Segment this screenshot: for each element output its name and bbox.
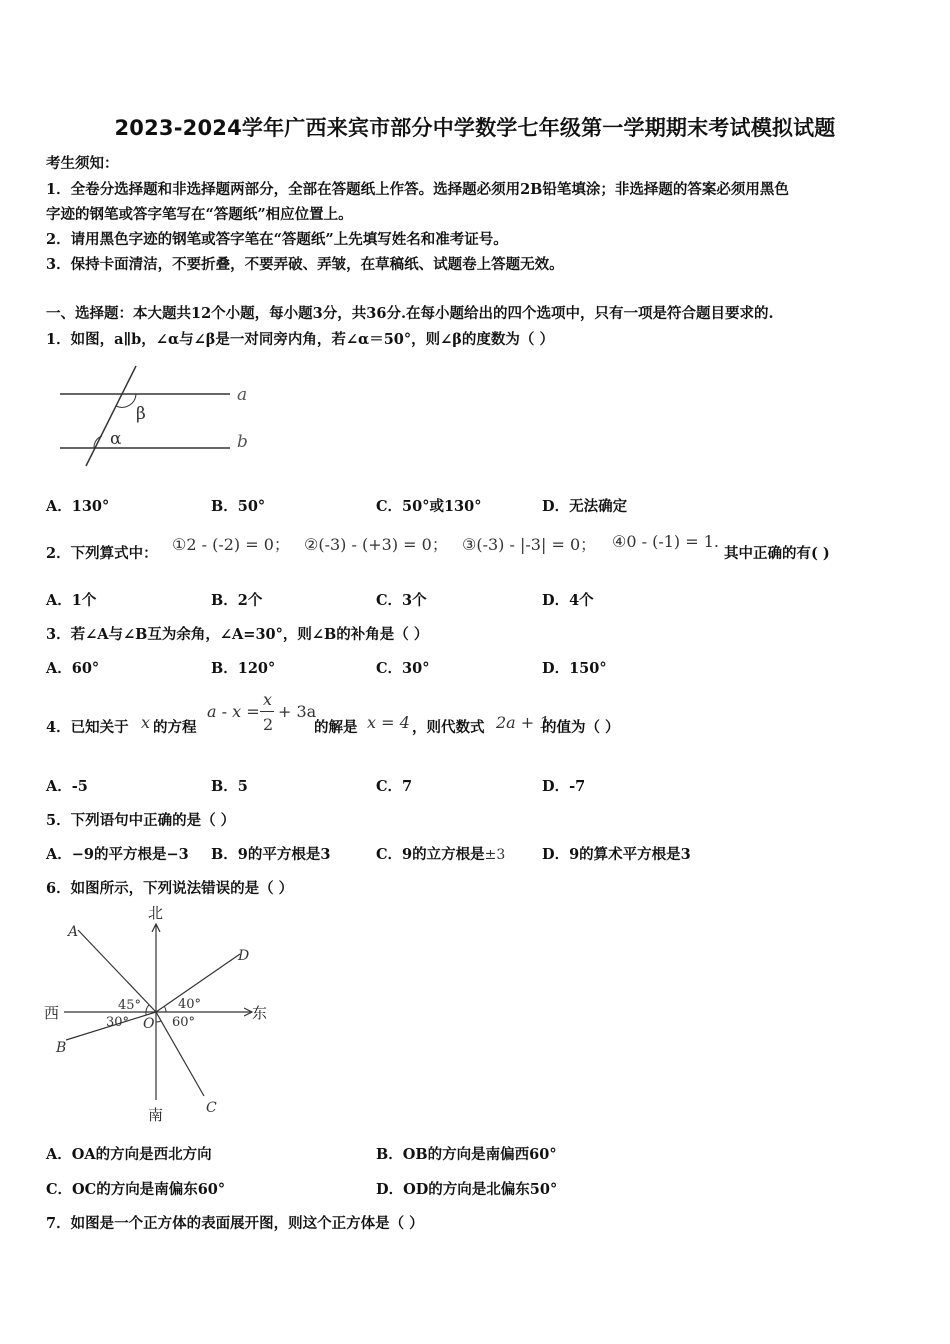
label-angle-40: 40° xyxy=(178,997,202,1012)
label-point-b: B xyxy=(56,1040,67,1056)
q3-option-c[interactable]: C．30° xyxy=(376,660,430,677)
q4-fraction-bar xyxy=(260,711,274,712)
label-beta: β xyxy=(136,404,146,424)
q1-option-b[interactable]: B．50° xyxy=(211,498,266,515)
q1-option-a[interactable]: A．130° xyxy=(46,498,110,515)
label-a: a xyxy=(237,385,248,405)
q4-text-1: 4．已知关于 xyxy=(46,719,129,736)
q5-stem: 5．下列语句中正确的是（ ） xyxy=(46,812,236,829)
q6-compass-figure xyxy=(40,902,280,1124)
q1-option-c[interactable]: C．50°或130° xyxy=(376,498,482,515)
q6-option-d[interactable]: D．OD的方向是北偏东50° xyxy=(376,1181,558,1198)
notice-item-1-line-1: 1．全卷分选择题和非选择题两部分，全部在答题纸上作答。选择题必须用2B铅笔填涂；非选择题的答案必须用黑色 xyxy=(46,181,789,198)
angle-60-arc xyxy=(156,1021,161,1022)
exam-title: 2023-2024学年广西来宾市部分中学数学七年级第一学期期末考试模拟试题 xyxy=(114,116,836,140)
q4-variable-x: x xyxy=(141,713,151,732)
label-b: b xyxy=(237,432,248,452)
q4-eq-numerator: x xyxy=(263,690,273,709)
label-alpha: α xyxy=(110,429,122,449)
label-south: 南 xyxy=(148,1106,164,1124)
label-point-a: A xyxy=(68,924,79,940)
ray-oa xyxy=(78,930,156,1012)
q4-option-d[interactable]: D．-7 xyxy=(542,778,586,795)
q4-option-a[interactable]: A．-5 xyxy=(46,778,88,795)
q4-option-b[interactable]: B．5 xyxy=(211,778,248,795)
q5-option-b[interactable]: B．9的平方根是3 xyxy=(211,846,331,863)
q5-option-a[interactable]: A．−9的平方根是−3 xyxy=(46,846,189,863)
q2-expression-1: ①2 - (-2) = 0； xyxy=(172,535,290,554)
label-angle-45: 45° xyxy=(118,998,142,1013)
q4-solution: x = 4 xyxy=(367,713,410,732)
notice-item-2: 2．请用黑色字迹的钢笔或答字笔在“答题纸”上先填写姓名和准考证号。 xyxy=(46,231,508,248)
q2-option-c[interactable]: C．3个 xyxy=(376,592,427,609)
q2-option-a[interactable]: A．1个 xyxy=(46,592,97,609)
q2-prefix: 2．下列算式中： xyxy=(46,545,158,562)
q5-option-c-text: C．9的立方根是 xyxy=(376,846,485,863)
q4-option-c[interactable]: C．7 xyxy=(376,778,413,795)
angle-40-arc xyxy=(164,1006,166,1012)
q2-option-d[interactable]: D．4个 xyxy=(542,592,594,609)
angle-45-arc xyxy=(146,1005,149,1012)
q6-option-c[interactable]: C．OC的方向是南偏东60° xyxy=(46,1181,226,1198)
label-north: 北 xyxy=(148,904,164,922)
q3-stem: 3．若∠A与∠B互为余角，∠A=30°，则∠B的补角是（ ） xyxy=(46,626,429,643)
q3-option-d[interactable]: D．150° xyxy=(542,660,607,677)
notice-heading: 考生须知： xyxy=(46,155,119,172)
q5-option-d[interactable]: D．9的算术平方根是3 xyxy=(542,846,691,863)
q4-text-4: ，则代数式 xyxy=(412,719,485,736)
q2-expression-4: ④0 - (-1) = 1. xyxy=(612,532,720,551)
q6-stem: 6．如图所示，下列说法错误的是（ ） xyxy=(46,880,294,897)
q2-suffix: 其中正确的有( ) xyxy=(724,545,830,562)
q3-option-b[interactable]: B．120° xyxy=(211,660,276,677)
q4-eq-denominator: 2 xyxy=(263,715,274,734)
q1-parallel-lines-figure xyxy=(50,362,270,474)
q2-option-b[interactable]: B．2个 xyxy=(211,592,263,609)
label-origin-o: O xyxy=(143,1016,155,1032)
label-point-c: C xyxy=(206,1100,217,1116)
q4-text-3: 的解是 xyxy=(314,719,358,736)
q6-option-a[interactable]: A．OA的方向是西北方向 xyxy=(46,1146,212,1163)
q4-eq-left: a - x = xyxy=(207,702,260,721)
notice-item-1-line-2: 字迹的钢笔或答字笔写在“答题纸”相应位置上。 xyxy=(46,206,353,223)
q4-text-2: 的方程 xyxy=(153,719,197,736)
q2-expression-3: ③(-3) - |-3| = 0； xyxy=(462,535,597,554)
q4-eq-right: + 3a xyxy=(278,702,317,721)
q1-option-d[interactable]: D．无法确定 xyxy=(542,498,628,515)
q5-option-c[interactable] xyxy=(376,843,505,864)
label-east: 东 xyxy=(252,1004,268,1022)
q4-expression: 2a + 1 xyxy=(496,713,550,732)
q3-option-a[interactable]: A．60° xyxy=(46,660,100,677)
q6-option-b[interactable]: B．OB的方向是南偏西60° xyxy=(376,1146,557,1163)
label-angle-30: 30° xyxy=(106,1015,130,1030)
notice-item-3: 3．保持卡面清洁，不要折叠，不要弄破、弄皱，在草稿纸、试题卷上答题无效。 xyxy=(46,256,564,273)
q4-text-5: 的值为（ ） xyxy=(542,719,620,736)
section-1-heading: 一、选择题：本大题共12个小题，每小题3分，共36分.在每小题给出的四个选项中，只有一项是符合题目要求的. xyxy=(46,305,774,322)
label-point-d: D xyxy=(238,948,250,964)
label-angle-60: 60° xyxy=(172,1015,196,1030)
transversal xyxy=(86,366,136,466)
q2-expression-2: ②(-3) - (+3) = 0； xyxy=(304,535,448,554)
q7-stem: 7．如图是一个正方体的表面展开图，则这个正方体是（ ） xyxy=(46,1215,424,1232)
q1-stem: 1．如图，a∥b，∠α与∠β是一对同旁内角，若∠α＝50°，则∠β的度数为（ ） xyxy=(46,331,554,348)
label-west: 西 xyxy=(44,1004,60,1022)
q5-option-c-symbol: ±3 xyxy=(484,847,506,863)
